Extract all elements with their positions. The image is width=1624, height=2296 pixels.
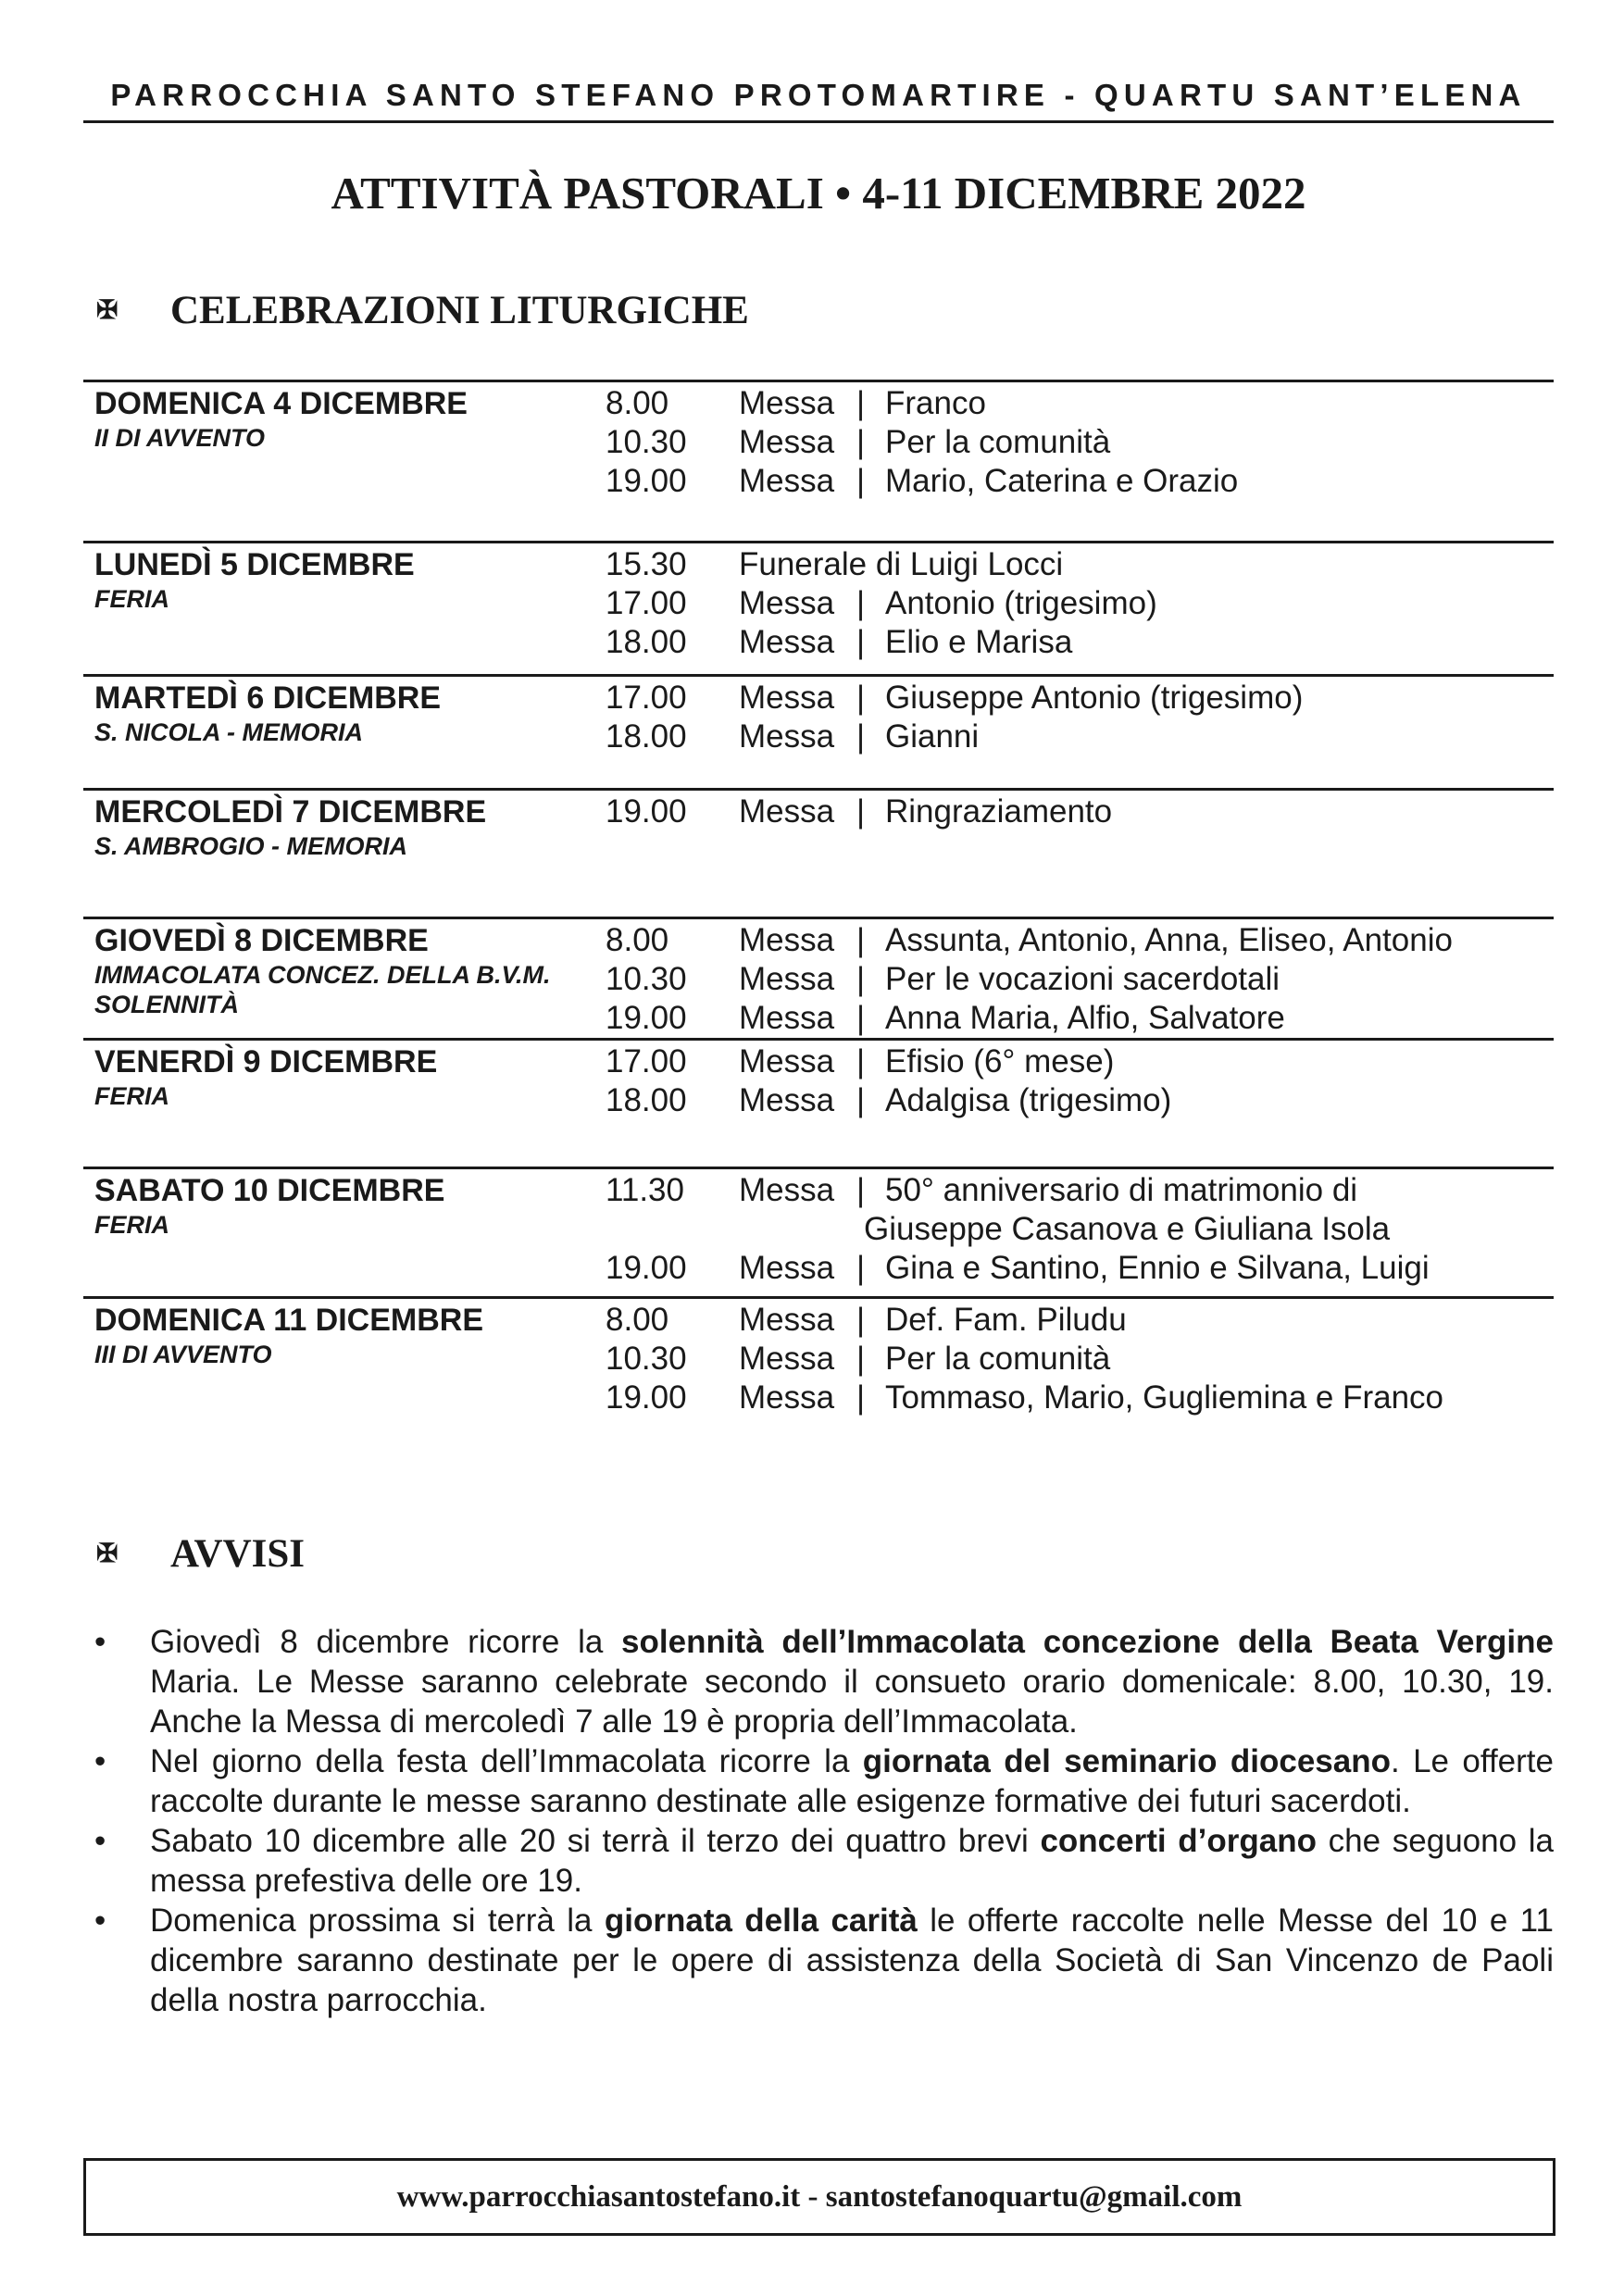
- event-time: 8.00: [606, 385, 669, 421]
- fleur-star-icon: ✠: [96, 1540, 119, 1568]
- day-subtitle: III DI AVVENTO: [94, 1341, 272, 1368]
- event-type: Messa: [739, 922, 835, 958]
- day-events: [606, 792, 1112, 831]
- event-separator: |: [856, 624, 866, 660]
- day-subtitle: FERIA: [94, 1211, 169, 1239]
- event-intention: Tommaso, Mario, Gugliemina e Franco: [885, 1379, 1443, 1416]
- day-events: [606, 384, 1238, 501]
- event-line: [606, 1081, 1171, 1120]
- event-time: 18.00: [606, 624, 687, 660]
- event-time: [606, 1210, 739, 1249]
- day-subtitle: IMMACOLATA CONCEZ. DELLA B.V.M.: [94, 961, 551, 989]
- day-row: [83, 788, 1554, 917]
- event-line: [606, 423, 1238, 462]
- notice-text: Giovedì 8 dicembre ricorre la: [150, 1624, 622, 1660]
- event-line: [606, 679, 1303, 718]
- day-name: DOMENICA 11 DICEMBRE: [94, 1303, 484, 1338]
- event-time: 19.00: [606, 1379, 687, 1416]
- event-separator: |: [856, 1000, 866, 1036]
- event-type: Messa: [739, 1043, 835, 1079]
- event-intention: Per la comunità: [885, 424, 1111, 460]
- event-intention: 50° anniversario di matrimonio di: [885, 1172, 1358, 1208]
- bullet-icon: •: [94, 1823, 106, 1859]
- event-intention: Antonio (trigesimo): [885, 585, 1157, 621]
- day-name: MERCOLEDÌ 7 DICEMBRE: [94, 794, 487, 830]
- celebrations-heading: [96, 282, 749, 338]
- event-time: 10.30: [606, 424, 687, 460]
- liturgical-schedule: [83, 380, 1554, 1438]
- event-intention: Mario, Caterina e Orazio: [885, 463, 1239, 499]
- day-events: [606, 1042, 1171, 1120]
- day-subtitles: [94, 718, 363, 747]
- day-row: [83, 541, 1554, 674]
- event-time: 19.00: [606, 463, 687, 499]
- event-type: [739, 1210, 856, 1249]
- notice-emphasis: giornata del seminario diocesano: [862, 1743, 1391, 1779]
- event-separator: |: [856, 1082, 866, 1118]
- event-separator: |: [856, 961, 866, 997]
- notice-emphasis: giornata della carità: [604, 1903, 918, 1939]
- event-intention: Efisio (6° mese): [885, 1043, 1115, 1079]
- day-row: [83, 1038, 1554, 1167]
- event-type: Messa: [739, 1172, 835, 1208]
- event-type: Messa: [739, 463, 835, 499]
- celebrations-heading-label: CELEBRAZIONI LITURGICHE: [170, 288, 749, 332]
- day-row: [83, 917, 1554, 1038]
- event-intention: Adalgisa (trigesimo): [885, 1082, 1172, 1118]
- day-name: SABATO 10 DICEMBRE: [94, 1173, 445, 1208]
- day-events: [606, 1301, 1443, 1417]
- notice-text: Nel giorno della festa dell’Immacolata ricorre la: [150, 1743, 863, 1779]
- day-subtitle: FERIA: [94, 585, 169, 613]
- event-line: [606, 545, 1157, 584]
- event-type: Messa: [739, 793, 835, 830]
- day-name: VENERDÌ 9 DICEMBRE: [94, 1044, 438, 1079]
- day-events: [606, 921, 1453, 1038]
- event-intention: Assunta, Antonio, Anna, Eliseo, Antonio: [885, 922, 1453, 958]
- event-separator: |: [856, 1379, 866, 1416]
- day-row: [83, 380, 1554, 541]
- event-line: [606, 384, 1238, 423]
- notice-text: Sabato 10 dicembre alle 20 si terrà il terzo dei quattro brevi: [150, 1823, 1041, 1859]
- day-subtitles: [94, 831, 407, 861]
- event-intention: Per la comunità: [885, 1341, 1111, 1377]
- event-line: [606, 1171, 1430, 1210]
- day-name: LUNEDÌ 5 DICEMBRE: [94, 547, 415, 582]
- event-line: [606, 1210, 1430, 1249]
- event-intention: Franco: [885, 385, 986, 421]
- event-time: 19.00: [606, 1000, 687, 1036]
- event-line: [606, 792, 1112, 831]
- fleur-star-icon: ✠: [96, 296, 119, 325]
- event-line: [606, 1301, 1443, 1340]
- notice-item: [83, 1622, 1554, 1741]
- event-type: Messa: [739, 1082, 835, 1118]
- event-time: 19.00: [606, 1250, 687, 1286]
- notice-item: [83, 1741, 1554, 1821]
- day-subtitles: [94, 423, 265, 453]
- event-line: [606, 999, 1453, 1038]
- event-separator: |: [856, 1341, 866, 1377]
- event-separator: |: [856, 1172, 866, 1208]
- header-divider: [83, 120, 1554, 123]
- day-row: [83, 674, 1554, 788]
- day-subtitles: [94, 1340, 272, 1369]
- notices-list: [83, 1622, 1554, 2020]
- event-separator: |: [856, 385, 866, 421]
- day-name: MARTEDÌ 6 DICEMBRE: [94, 680, 442, 716]
- event-time: 8.00: [606, 922, 669, 958]
- notice-item: [83, 1901, 1554, 2020]
- event-intention: Giuseppe Casanova e Giuliana Isola: [864, 1211, 1391, 1247]
- event-time: 18.00: [606, 718, 687, 755]
- event-time: 17.00: [606, 680, 687, 716]
- event-time: 15.30: [606, 546, 687, 582]
- event-intention: Anna Maria, Alfio, Salvatore: [885, 1000, 1285, 1036]
- event-intention: Per le vocazioni sacerdotali: [885, 961, 1280, 997]
- event-type: Messa: [739, 624, 835, 660]
- bullet-icon: •: [94, 1903, 106, 1939]
- footer-contacts: www.parrocchiasantostefano.it - santostefanoquartu@gmail.com: [83, 2158, 1555, 2236]
- event-separator: |: [856, 1250, 866, 1286]
- event-type: Messa: [739, 585, 835, 621]
- event-type: Messa: [739, 1379, 835, 1416]
- day-subtitle: FERIA: [94, 1082, 169, 1110]
- event-line: [606, 462, 1238, 501]
- parish-header: PARROCCHIA SANTO STEFANO PROTOMARTIRE - QUARTU SANT’ELENA: [110, 78, 1527, 112]
- day-subtitles: [94, 584, 169, 614]
- event-intention: Ringraziamento: [885, 793, 1113, 830]
- notice-text: Domenica prossima si terrà la: [150, 1903, 605, 1939]
- event-line: [606, 1249, 1430, 1288]
- event-line: [606, 921, 1453, 960]
- day-row: [83, 1296, 1554, 1438]
- notice-text: Maria. Le Messe saranno celebrate secondo il consueto orario domenicale: 8.00, 10.30, 19. Anche la Messa di mercoledì 7 alle 19 è propria dell’Immacolata.: [150, 1664, 1554, 1740]
- day-name: DOMENICA 4 DICEMBRE: [94, 386, 468, 421]
- notice-text: le offerte raccolte nelle Messe del 10 e 11 dicembre saranno destinate per le opere di assistenza della Società di San Vincenzo de Paoli della nostra parrocchia.: [150, 1903, 1555, 2018]
- event-type: Messa: [739, 961, 835, 997]
- event-time: 11.30: [606, 1172, 684, 1208]
- event-type: Messa: [739, 1000, 835, 1036]
- event-type: Messa: [739, 424, 835, 460]
- event-intention: Giuseppe Antonio (trigesimo): [885, 680, 1304, 716]
- event-line: [606, 1379, 1443, 1417]
- day-row: [83, 1167, 1554, 1296]
- event-intention: Gianni: [885, 718, 980, 755]
- event-separator: [856, 1210, 864, 1249]
- event-time: 19.00: [606, 793, 687, 830]
- day-name: GIOVEDÌ 8 DICEMBRE: [94, 923, 429, 958]
- day-events: [606, 679, 1303, 756]
- event-type: Messa: [739, 680, 835, 716]
- event-type: Messa: [739, 1302, 835, 1338]
- notice-text: . Le offerte raccolte durante le messe saranno destinate alle esigenze formative dei futuri sacerdoti.: [150, 1743, 1554, 1819]
- event-intention: Elio e Marisa: [885, 624, 1073, 660]
- event-separator: |: [856, 1043, 866, 1079]
- event-type: Messa: [739, 1250, 835, 1286]
- day-subtitles: [94, 1210, 169, 1240]
- notices-heading-label: AVVISI: [170, 1531, 305, 1576]
- event-line: [606, 1042, 1171, 1081]
- bullet-icon: •: [94, 1743, 106, 1779]
- event-time: 10.30: [606, 1341, 687, 1377]
- event-time: 10.30: [606, 961, 687, 997]
- event-line: [606, 623, 1157, 662]
- event-separator: |: [856, 680, 866, 716]
- day-subtitles: [94, 960, 550, 1019]
- page-title: ATTIVITÀ PASTORALI • 4-11 DICEMBRE 2022: [331, 168, 1306, 218]
- bullet-icon: •: [94, 1624, 106, 1660]
- event-separator: |: [856, 585, 866, 621]
- day-subtitle: II DI AVVENTO: [94, 424, 266, 452]
- event-separator: |: [856, 718, 866, 755]
- event-intention: Gina e Santino, Ennio e Silvana, Luigi: [885, 1250, 1430, 1286]
- event-intention: Def. Fam. Piludu: [885, 1302, 1127, 1338]
- event-separator: |: [856, 793, 866, 830]
- notices-heading: [96, 1526, 305, 1581]
- day-events: [606, 545, 1157, 662]
- event-line: [606, 584, 1157, 623]
- event-time: 18.00: [606, 1082, 687, 1118]
- event-separator: |: [856, 424, 866, 460]
- event-type: Messa: [739, 1341, 835, 1377]
- notice-emphasis: concerti d’organo: [1040, 1823, 1317, 1859]
- event-time: 8.00: [606, 1302, 669, 1338]
- day-subtitle: SOLENNITÀ: [94, 991, 240, 1018]
- event-time: 17.00: [606, 1043, 687, 1079]
- event-separator: |: [856, 463, 866, 499]
- event-time: 17.00: [606, 585, 687, 621]
- event-line: [606, 718, 1303, 756]
- notice-item: [83, 1821, 1554, 1901]
- event-line: [606, 960, 1453, 999]
- event-separator: [1063, 545, 1092, 584]
- day-subtitles: [94, 1081, 169, 1111]
- event-separator: |: [856, 922, 866, 958]
- event-type: Messa: [739, 718, 835, 755]
- event-separator: |: [856, 1302, 866, 1338]
- event-type: Messa: [739, 385, 835, 421]
- day-subtitle: S. AMBROGIO - MEMORIA: [94, 832, 407, 860]
- event-type: Funerale di Luigi Locci: [739, 546, 1064, 582]
- day-events: [606, 1171, 1430, 1288]
- notice-emphasis: solennità dell’Immacolata concezione della Beata Vergine: [621, 1624, 1554, 1660]
- notice-text: che seguono la messa prefestiva delle ore 19.: [150, 1823, 1554, 1899]
- day-subtitle: S. NICOLA - MEMORIA: [94, 718, 363, 746]
- event-line: [606, 1340, 1443, 1379]
